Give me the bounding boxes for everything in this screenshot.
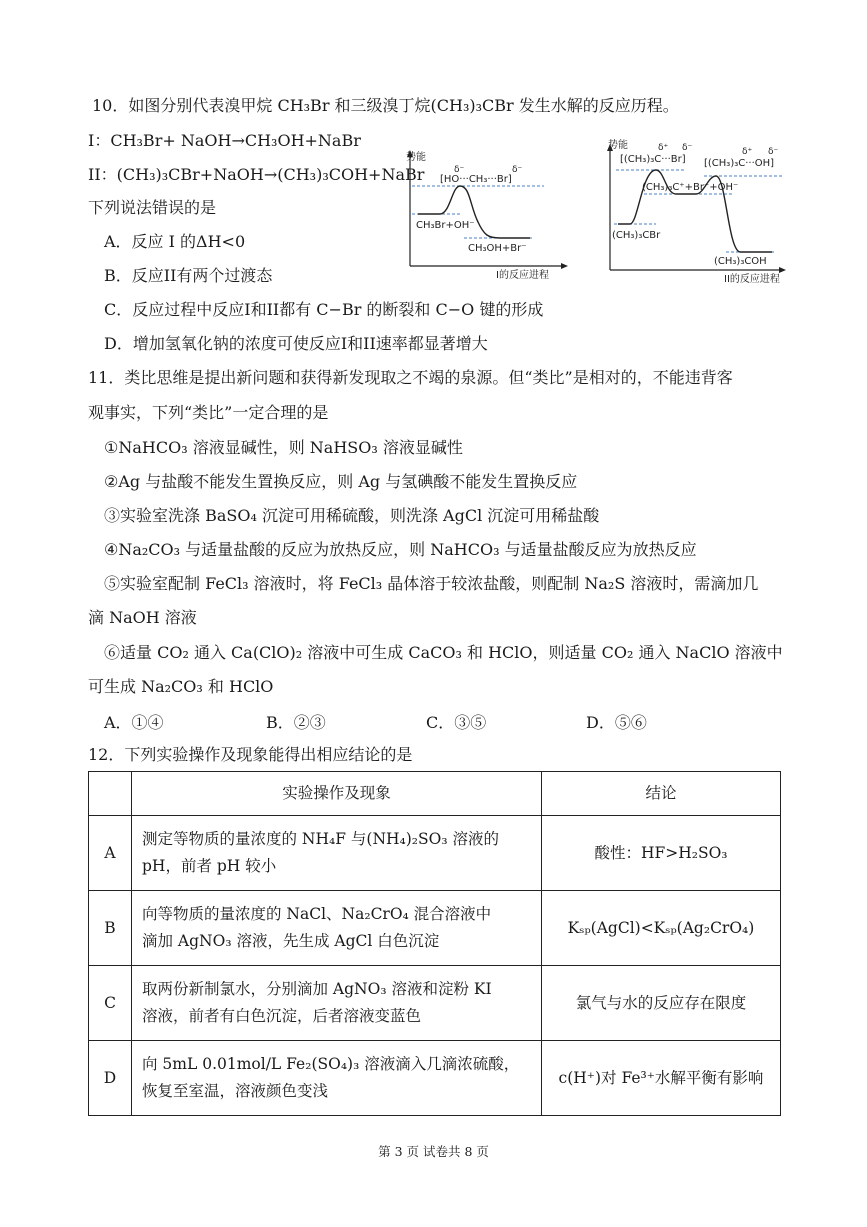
q11-item-1: ①NaHCO₃ 溶液显碱性，则 NaHSO₃ 溶液显碱性 — [104, 438, 463, 457]
q11-item-4: ④Na₂CO₃ 与适量盐酸的反应为放热反应，则 NaHCO₃ 与适量盐酸反应为放热反应 — [104, 540, 697, 559]
row-operation — [132, 966, 542, 1041]
q11-option-a: A．①④ — [104, 713, 164, 732]
diagram2-ts2-label: [(CH₃)₃C···OH] — [704, 158, 775, 169]
q11-options — [104, 710, 804, 732]
q10-ask: 下列说法错误的是 — [88, 198, 217, 217]
diagram2-x-arrow-icon — [779, 267, 786, 273]
row-conclusion: 氯气与水的反应存在限度 — [542, 966, 781, 1041]
energy-diagram-reaction-1 — [404, 140, 574, 280]
table-row — [89, 816, 781, 891]
diagram2-intermediate-label: (CH₃)₃C⁺+Br⁻+OH⁻ — [642, 182, 739, 193]
diagram1-products-label: CH₃OH+Br⁻ — [468, 243, 527, 254]
row-conclusion: c(H⁺)对 Fe³⁺水解平衡有影响 — [542, 1041, 781, 1116]
diagram1-reactants-label: CH₃Br+OH⁻ — [416, 220, 475, 231]
diagram2-ts2-charge-2: δ⁻ — [768, 147, 779, 157]
q10-equation-2: II：(CH₃)₃CBr+NaOH→(CH₃)₃COH+NaBr — [88, 165, 425, 184]
row-operation-line-2: 滴加 AgNO₃ 溶液，先生成 AgCl 白色沉淀 — [142, 932, 440, 950]
q11-option-b: B．②③ — [266, 713, 326, 732]
q10-equation-1: I：CH₃Br+ NaOH→CH₃OH+NaBr — [88, 131, 361, 150]
header-conclusion: 结论 — [542, 772, 781, 816]
q11-option-d: D．⑤⑥ — [586, 713, 647, 732]
diagram2-reactants-label: (CH₃)₃CBr — [612, 230, 661, 241]
q10-option-d: D．增加氢氧化钠的浓度可使反应I和II速率都显著增大 — [104, 334, 488, 353]
q10-option-a: A．反应 I 的ΔH<0 — [104, 232, 246, 251]
diagram2-x-label: II的反应进程 — [724, 274, 780, 284]
q11-stem-line-1: 11．类比思维是提出新问题和获得新发现取之不竭的泉源。但“类比”是相对的，不能违背客 — [88, 368, 733, 387]
q11-item-6-line-2: 可生成 Na₂CO₃ 和 HClO — [88, 677, 274, 696]
table-row — [89, 966, 781, 1041]
row-label: D — [89, 1041, 132, 1116]
row-label: C — [89, 966, 132, 1041]
diagram2-products-label: (CH₃)₃COH — [714, 256, 767, 267]
row-operation-line-2: 恢复至室温，溶液颜色变浅 — [142, 1082, 329, 1100]
q11-item-6-line-1: ⑥适量 CO₂ 通入 Ca(ClO)₂ 溶液中可生成 CaCO₃ 和 HClO，则适量 CO₂ 通入 NaClO 溶液中 — [104, 643, 783, 662]
q11-stem-line-2: 观事实，下列“类比”一定合理的是 — [88, 403, 329, 422]
diagram2-ts1-label: [(CH₃)₃C···Br] — [620, 154, 686, 165]
q10-stem: 10．如图分别代表溴甲烷 CH₃Br 和三级溴丁烷(CH₃)₃CBr 发生水解的反应历程。 — [92, 96, 679, 115]
row-label: A — [89, 816, 132, 891]
header-operation: 实验操作及现象 — [132, 772, 542, 816]
diagram2-ts1-charge-1: δ⁺ — [658, 143, 669, 153]
diagram1-x-label: I的反应进程 — [496, 270, 549, 280]
diagram2-y-label: 势能 — [608, 140, 628, 151]
q11-item-5-line-2: 滴 NaOH 溶液 — [88, 608, 197, 627]
q10-option-c: C．反应过程中反应I和II都有 C−Br 的断裂和 C−O 键的形成 — [104, 300, 544, 319]
diagram1-y-label: 势能 — [406, 152, 426, 163]
q11-option-c: C．③⑤ — [426, 713, 487, 732]
row-operation — [132, 1041, 542, 1116]
experiment-table — [88, 771, 781, 1116]
diagram1-x-arrow-icon — [561, 263, 568, 269]
row-operation-line-1: 向等物质的量浓度的 NaCl、Na₂CrO₄ 混合溶液中 — [142, 905, 492, 923]
q11-item-2: ②Ag 与盐酸不能发生置换反应，则 Ag 与氢碘酸不能发生置换反应 — [104, 472, 578, 491]
table-row — [89, 1041, 781, 1116]
diagram2-ts1-charge-2: δ⁻ — [682, 143, 693, 153]
diagram1-ts-charge-2: δ⁻ — [512, 165, 523, 175]
row-operation — [132, 891, 542, 966]
diagram1-ts-charge-1: δ⁻ — [454, 165, 465, 175]
row-operation-line-1: 取两份新制氯水，分别滴加 AgNO₃ 溶液和淀粉 KI — [142, 980, 492, 998]
row-label: B — [89, 891, 132, 966]
q12-stem: 12．下列实验操作及现象能得出相应结论的是 — [88, 745, 413, 764]
row-operation-line-2: 溶液，前者有白色沉淀，后者溶液变蓝色 — [142, 1007, 422, 1025]
q11-item-5-line-1: ⑤实验室配制 FeCl₃ 溶液时，将 FeCl₃ 晶体溶于较浓盐酸，则配制 Na₂S 溶液时，需滴加几 — [104, 574, 759, 593]
diagram1-ts-label: [HO···CH₃···Br] — [440, 174, 512, 185]
table-header-row — [89, 772, 781, 816]
q10-option-b: B．反应II有两个过渡态 — [104, 266, 273, 285]
energy-diagram-reaction-2 — [604, 134, 794, 284]
row-conclusion: 酸性：HF>H₂SO₃ — [542, 816, 781, 891]
page-footer: 第 3 页 试卷共 8 页 — [378, 1144, 489, 1159]
row-operation — [132, 816, 542, 891]
header-label-col — [89, 772, 132, 816]
row-operation-line-1: 向 5mL 0.01mol/L Fe₂(SO₄)₃ 溶液滴入几滴浓硫酸， — [142, 1055, 520, 1073]
row-conclusion: Kₛₚ(AgCl)<Kₛₚ(Ag₂CrO₄) — [542, 891, 781, 966]
diagram2-ts2-charge-1: δ⁺ — [742, 147, 753, 157]
row-operation-line-1: 测定等物质的量浓度的 NH₄F 与(NH₄)₂SO₃ 溶液的 — [142, 830, 499, 848]
table-row — [89, 891, 781, 966]
row-operation-line-2: pH，前者 pH 较小 — [142, 857, 277, 875]
q11-item-3: ③实验室洗涤 BaSO₄ 沉淀可用稀硫酸，则洗涤 AgCl 沉淀可用稀盐酸 — [104, 506, 600, 525]
